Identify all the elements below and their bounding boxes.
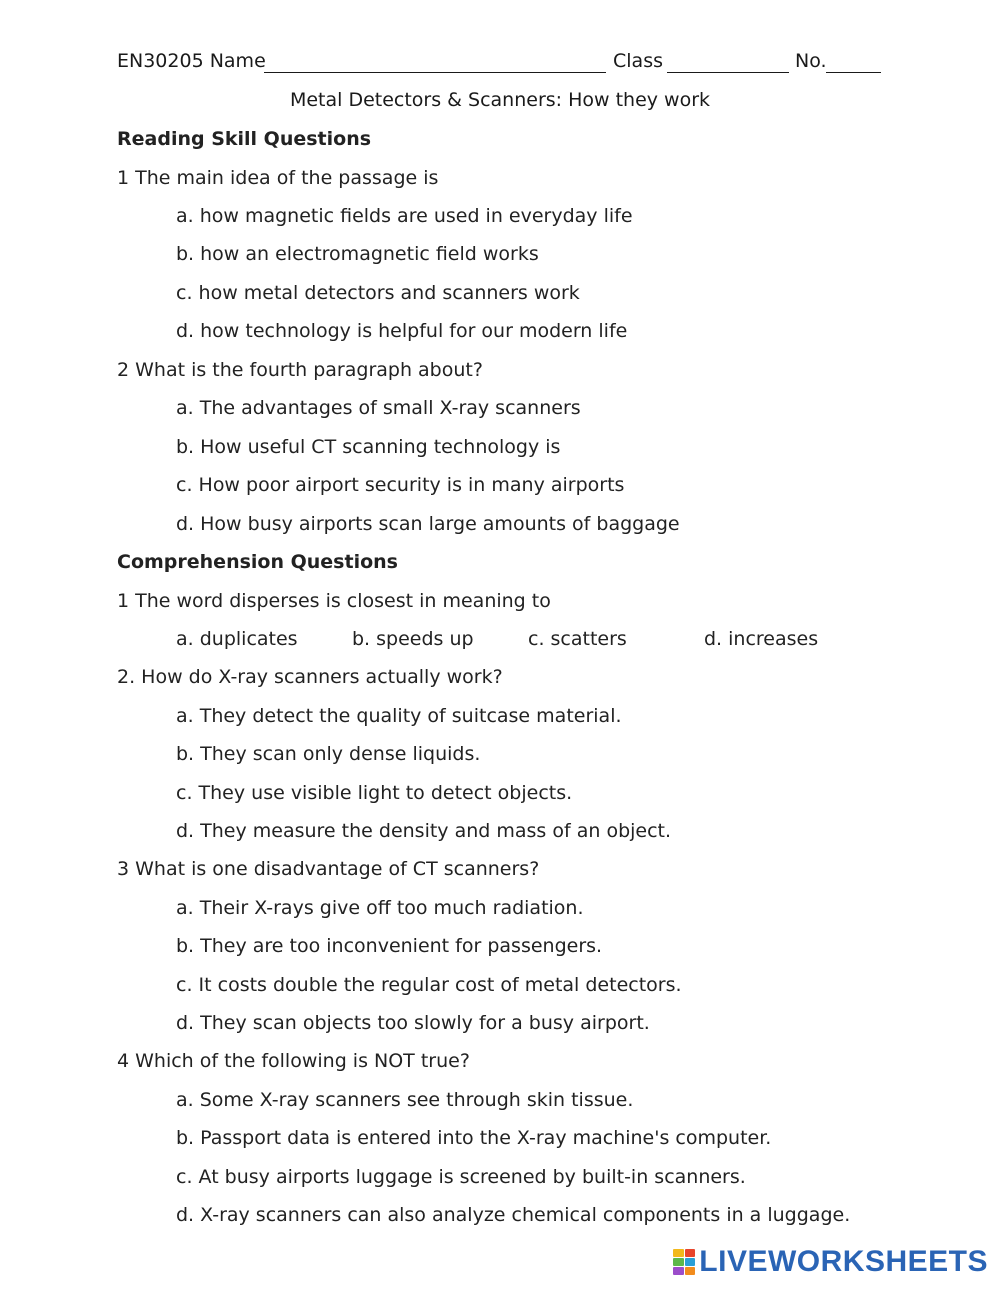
answer-option[interactable]: d. They measure the density and mass of an object. [176,820,672,842]
logo-text: LIVEWORKSHEETS [699,1245,988,1278]
answer-option[interactable]: c. scatters [528,628,627,650]
answer-option[interactable]: a. duplicates [176,628,298,650]
answer-option[interactable]: d. increases [704,628,819,650]
answer-option[interactable]: d. how technology is helpful for our modern life [176,320,628,342]
number-label: No. [795,50,827,72]
logo-mark-icon [673,1249,695,1275]
answer-option[interactable]: a. Some X-ray scanners see through skin tissue. [176,1089,634,1111]
code-name-label: EN30205 Name [117,50,266,72]
answer-option[interactable]: a. Their X-rays give off too much radiation. [176,897,584,919]
worksheet-header [117,50,887,78]
answer-option[interactable]: c. They use visible light to detect objects. [176,782,573,804]
question: 2 What is the fourth paragraph about? [117,359,483,381]
answer-option[interactable]: c. How poor airport security is in many airports [176,474,625,496]
answer-option[interactable]: d. How busy airports scan large amounts of baggage [176,513,680,535]
answer-option[interactable]: b. how an electromagnetic field works [176,243,539,265]
answer-option[interactable]: b. speeds up [352,628,474,650]
answer-option[interactable]: a. how magnetic fields are used in everyday life [176,205,633,227]
answer-option[interactable]: b. How useful CT scanning technology is [176,436,561,458]
answer-option[interactable]: b. Passport data is entered into the X-ray machine's computer. [176,1127,772,1149]
liveworksheets-logo [673,1245,988,1279]
question: 2. How do X-ray scanners actually work? [117,666,503,688]
answer-option[interactable]: c. how metal detectors and scanners work [176,282,580,304]
answer-option[interactable]: d. X-ray scanners can also analyze chemical components in a luggage. [176,1204,851,1226]
question: 4 Which of the following is NOT true? [117,1050,470,1072]
answer-option[interactable]: b. They are too inconvenient for passengers. [176,935,603,957]
answer-option[interactable]: d. They scan objects too slowly for a busy airport. [176,1012,650,1034]
reading-section-heading: Reading Skill Questions [117,128,372,150]
question: 1 The word disperses is closest in meaning to [117,590,551,612]
question: 3 What is one disadvantage of CT scanners? [117,858,540,880]
answer-option[interactable]: c. At busy airports luggage is screened by built-in scanners. [176,1166,746,1188]
name-field-line[interactable] [264,50,606,73]
class-label: Class [613,50,663,72]
answer-option[interactable]: b. They scan only dense liquids. [176,743,481,765]
answer-option[interactable]: c. It costs double the regular cost of metal detectors. [176,974,682,996]
class-field-line[interactable] [667,50,789,73]
page-title: Metal Detectors & Scanners: How they work [289,89,711,111]
answer-option[interactable]: a. The advantages of small X-ray scanners [176,397,581,419]
number-field-line[interactable] [826,50,881,73]
question: 1 The main idea of the passage is [117,167,439,189]
answer-option[interactable]: a. They detect the quality of suitcase material. [176,705,622,727]
comprehension-section-heading: Comprehension Questions [117,551,398,573]
